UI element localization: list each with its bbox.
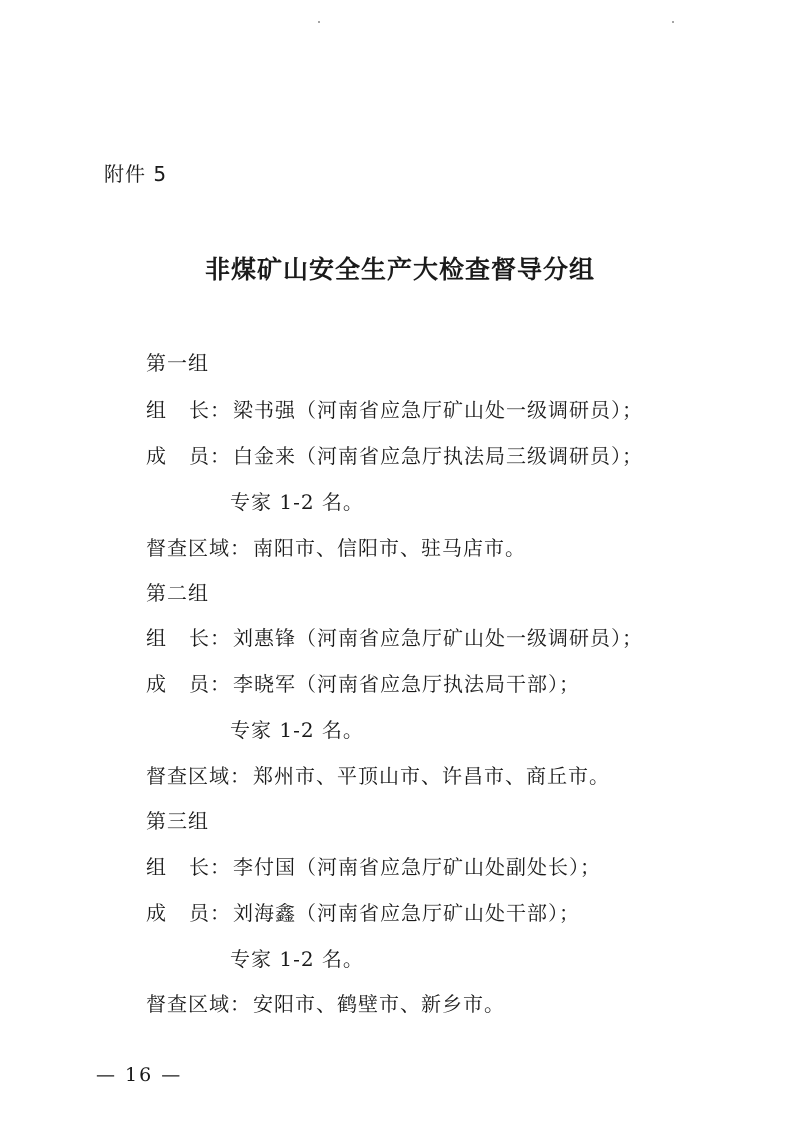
group-heading: 第三组	[146, 809, 209, 833]
region-value: 安阳市、鹤壁市、新乡市。	[253, 992, 505, 1016]
leader-label: 组 长	[146, 626, 210, 650]
group-leader-row	[146, 851, 601, 880]
colon: ：	[210, 444, 231, 468]
group-heading: 第二组	[146, 581, 209, 605]
group-member-row	[146, 897, 580, 926]
region-value: 郑州市、平顶山市、许昌市、商丘市。	[253, 764, 610, 788]
colon: ：	[210, 901, 231, 925]
group-experts-row: 专家 1-2 名。	[230, 490, 364, 514]
member-name: 李晓军（河南省应急厅执法局干部）；	[233, 672, 580, 696]
region-value: 南阳市、信阳市、驻马店市。	[253, 536, 526, 560]
member-name: 白金来（河南省应急厅执法局三级调研员）；	[233, 444, 643, 468]
group-heading: 第一组	[146, 351, 209, 375]
attachment-label: 附件 5	[104, 162, 168, 186]
region-label: 督查区域	[146, 536, 230, 560]
colon: ：	[210, 626, 231, 650]
scan-speck	[672, 21, 674, 23]
region-label: 督查区域	[146, 764, 230, 788]
region-label: 督查区域	[146, 992, 230, 1016]
group-member-row	[146, 440, 643, 469]
group-experts-row: 专家 1-2 名。	[230, 947, 364, 971]
colon: ：	[210, 855, 231, 879]
leader-label: 组 长	[146, 855, 210, 879]
leader-name: 梁书强（河南省应急厅矿山处一级调研员）；	[233, 398, 643, 422]
leader-label: 组 长	[146, 398, 210, 422]
group-region-row	[146, 532, 526, 561]
leader-name: 刘惠锋（河南省应急厅矿山处一级调研员）；	[233, 626, 643, 650]
colon: ：	[210, 398, 231, 422]
member-label: 成 员	[146, 672, 210, 696]
colon: ：	[230, 764, 251, 788]
group-region-row	[146, 988, 505, 1017]
leader-name: 李付国（河南省应急厅矿山处副处长）；	[233, 855, 601, 879]
group-member-row	[146, 668, 580, 697]
member-name: 刘海鑫（河南省应急厅矿山处干部）；	[233, 901, 580, 925]
colon: ：	[230, 992, 251, 1016]
member-label: 成 员	[146, 444, 210, 468]
member-label: 成 员	[146, 901, 210, 925]
group-leader-row	[146, 622, 643, 651]
group-region-row	[146, 760, 610, 789]
group-experts-row: 专家 1-2 名。	[230, 718, 364, 742]
document-title: 非煤矿山安全生产大检查督导分组	[204, 255, 595, 284]
colon: ：	[230, 536, 251, 560]
group-leader-row	[146, 394, 643, 423]
page-number: — 16 —	[96, 1064, 183, 1086]
colon: ：	[210, 672, 231, 696]
scan-speck	[318, 21, 320, 23]
